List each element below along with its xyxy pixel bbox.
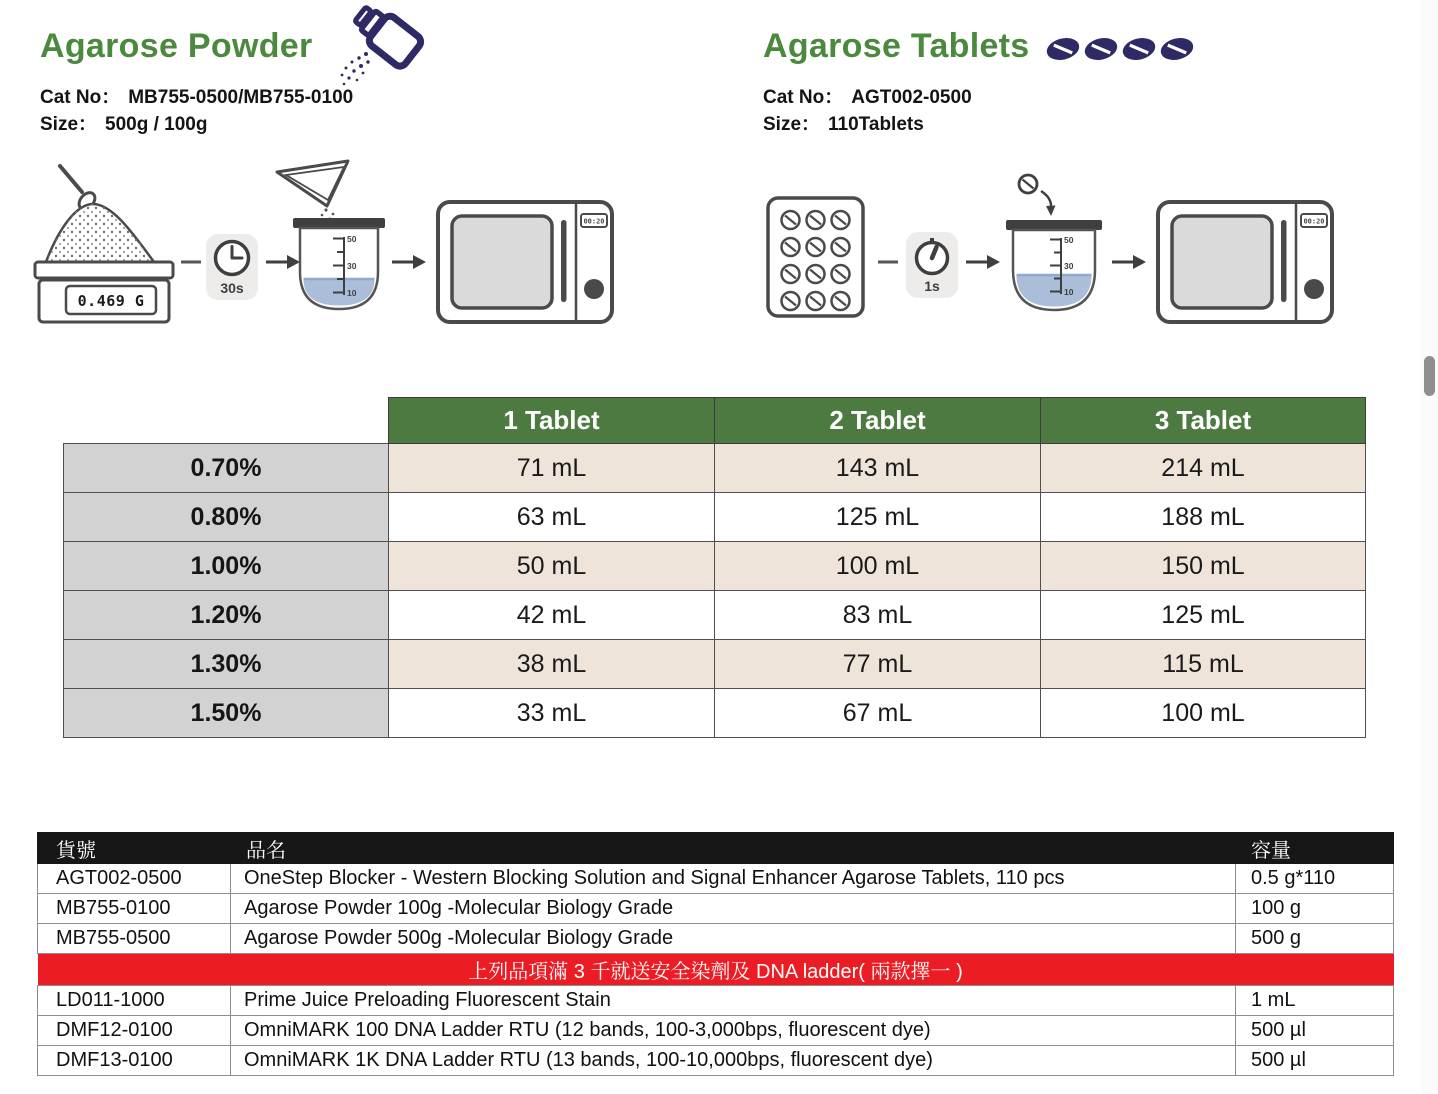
volume-cell: 150 mL (1041, 542, 1366, 591)
arrow-icon (966, 255, 1000, 269)
volume-cell: 33 mL (389, 689, 715, 738)
item-size: 1 mL (1236, 986, 1394, 1016)
scale-reading: 0.469 G (77, 292, 145, 310)
graduation-10: 10 (347, 288, 357, 298)
item-name: Agarose Powder 500g -Molecular Biology Grade (231, 924, 1236, 954)
table-row (38, 1016, 1394, 1046)
item-size: 500 µl (1236, 1046, 1394, 1076)
volume-cell: 42 mL (389, 591, 715, 640)
arrow-icon (392, 255, 426, 269)
table-row (38, 864, 1394, 894)
powder-protocol-illustration (30, 158, 630, 343)
table-spacer (64, 398, 389, 444)
timer-label: 30s (220, 280, 244, 296)
scrollbar-thumb[interactable] (1424, 356, 1435, 396)
volume-cell: 188 mL (1041, 493, 1366, 542)
volume-cell: 125 mL (1041, 591, 1366, 640)
volume-cell: 77 mL (715, 640, 1041, 689)
volume-cell: 100 mL (1041, 689, 1366, 738)
table-header-row (38, 833, 1394, 864)
table-row (38, 986, 1394, 1016)
cat-no-label: Cat No： (40, 87, 121, 108)
timer-label: 1s (924, 278, 940, 294)
microwave-icon (1158, 202, 1332, 322)
tablet-drop-icon (1019, 175, 1056, 216)
tablets-header (763, 24, 1196, 138)
scale-icon (35, 166, 173, 322)
microwave-icon (438, 202, 612, 322)
tablets-cat-no (763, 84, 1196, 111)
powder-size (40, 111, 353, 138)
item-size: 500 µl (1236, 1016, 1394, 1046)
percent-label: 0.70% (64, 444, 389, 493)
table-row (38, 894, 1394, 924)
timer-1s-icon (906, 232, 958, 298)
col-header-3-tablet: 3 Tablet (1041, 398, 1366, 444)
table-row (64, 444, 1366, 493)
cat-no-value: AGT002-0500 (851, 87, 972, 108)
item-name: Prime Juice Preloading Fluorescent Stain (231, 986, 1236, 1016)
microwave-knob (584, 279, 604, 299)
volume-cell: 83 mL (715, 591, 1041, 640)
tablet-pills-icon (1044, 31, 1196, 67)
item-name: OmniMARK 100 DNA Ladder RTU (12 bands, 100-3,000bps, fluorescent dye) (231, 1016, 1236, 1046)
microwave-display: 00:20 (1303, 217, 1325, 226)
percent-label: 1.20% (64, 591, 389, 640)
percent-label: 0.80% (64, 493, 389, 542)
powder-jar-icon (332, 0, 436, 92)
volume-cell: 63 mL (389, 493, 715, 542)
volume-cell: 50 mL (389, 542, 715, 591)
item-code: MB755-0500 (38, 924, 231, 954)
size-label: Size： (40, 114, 98, 135)
percent-label: 1.00% (64, 542, 389, 591)
item-size: 100 g (1236, 894, 1394, 924)
timer-30s-icon (206, 234, 258, 300)
promo-row (38, 954, 1394, 986)
beaker-icon (293, 218, 385, 309)
percent-label: 1.30% (64, 640, 389, 689)
arrow-icon (266, 255, 300, 269)
arrow-icon (1112, 255, 1146, 269)
powder-cat-no (40, 84, 353, 111)
item-size: 0.5 g*110 (1236, 864, 1394, 894)
size-label: Size： (763, 114, 821, 135)
table-header-row (64, 398, 1366, 444)
tablets-title: Agarose Tablets (763, 27, 1030, 65)
microwave-display: 00:20 (583, 217, 605, 226)
item-code: AGT002-0500 (38, 864, 231, 894)
item-name: OneStep Blocker - Western Blocking Solution and Signal Enhancer Agarose Tablets, 110 pcs (231, 864, 1236, 894)
item-code: DMF13-0100 (38, 1046, 231, 1076)
microwave-knob (1304, 279, 1324, 299)
tablets-size (763, 111, 1196, 138)
volume-cell: 71 mL (389, 444, 715, 493)
size-value: 110Tablets (828, 114, 924, 135)
table-row (64, 591, 1366, 640)
table-row (38, 1046, 1394, 1076)
percent-label: 1.50% (64, 689, 389, 738)
item-size: 500 g (1236, 924, 1394, 954)
col-header-2-tablet: 2 Tablet (715, 398, 1041, 444)
table-row (64, 493, 1366, 542)
volume-cell: 115 mL (1041, 640, 1366, 689)
col-header-capacity: 容量 (1236, 833, 1394, 864)
table-row (38, 924, 1394, 954)
volume-cell: 38 mL (389, 640, 715, 689)
table-row (64, 542, 1366, 591)
graduation-30: 30 (1064, 261, 1074, 271)
table-row (64, 689, 1366, 738)
powder-dots (341, 52, 370, 85)
beaker-icon (1006, 220, 1102, 310)
tablet-volume-table (63, 397, 1366, 738)
volume-cell: 143 mL (715, 444, 1041, 493)
size-value: 500g / 100g (105, 114, 208, 135)
volume-cell: 214 mL (1041, 444, 1366, 493)
tablets-protocol-illustration (750, 158, 1370, 343)
graduation-50: 50 (1064, 235, 1074, 245)
item-name: Agarose Powder 100g -Molecular Biology Grade (231, 894, 1236, 924)
table-row (64, 640, 1366, 689)
volume-cell: 125 mL (715, 493, 1041, 542)
weighing-paper-icon (277, 161, 348, 225)
scrollbar-track[interactable] (1421, 0, 1438, 1094)
col-header-product-name: 品名 (231, 833, 1236, 864)
item-name: OmniMARK 1K DNA Ladder RTU (13 bands, 100-10,000bps, fluorescent dye) (231, 1046, 1236, 1076)
graduation-50: 50 (347, 234, 357, 244)
col-header-item-no: 貨號 (38, 833, 231, 864)
graduation-10: 10 (1064, 287, 1074, 297)
item-code: DMF12-0100 (38, 1016, 231, 1046)
spoon-icon (60, 166, 82, 192)
promo-banner: 上列品項滿 3 千就送安全染劑及 DNA ladder( 兩款擇一 ) (38, 954, 1394, 986)
graduation-30: 30 (347, 261, 357, 271)
powder-header (40, 24, 353, 138)
item-code: LD011-1000 (38, 986, 231, 1016)
cat-no-label: Cat No： (763, 87, 844, 108)
product-list-table (37, 832, 1394, 1076)
col-header-1-tablet: 1 Tablet (389, 398, 715, 444)
cat-no-value: MB755-0500/MB755-0100 (128, 87, 354, 108)
blister-pack-icon (768, 198, 863, 316)
volume-cell: 67 mL (715, 689, 1041, 738)
powder-title: Agarose Powder (40, 27, 313, 65)
item-code: MB755-0100 (38, 894, 231, 924)
volume-cell: 100 mL (715, 542, 1041, 591)
